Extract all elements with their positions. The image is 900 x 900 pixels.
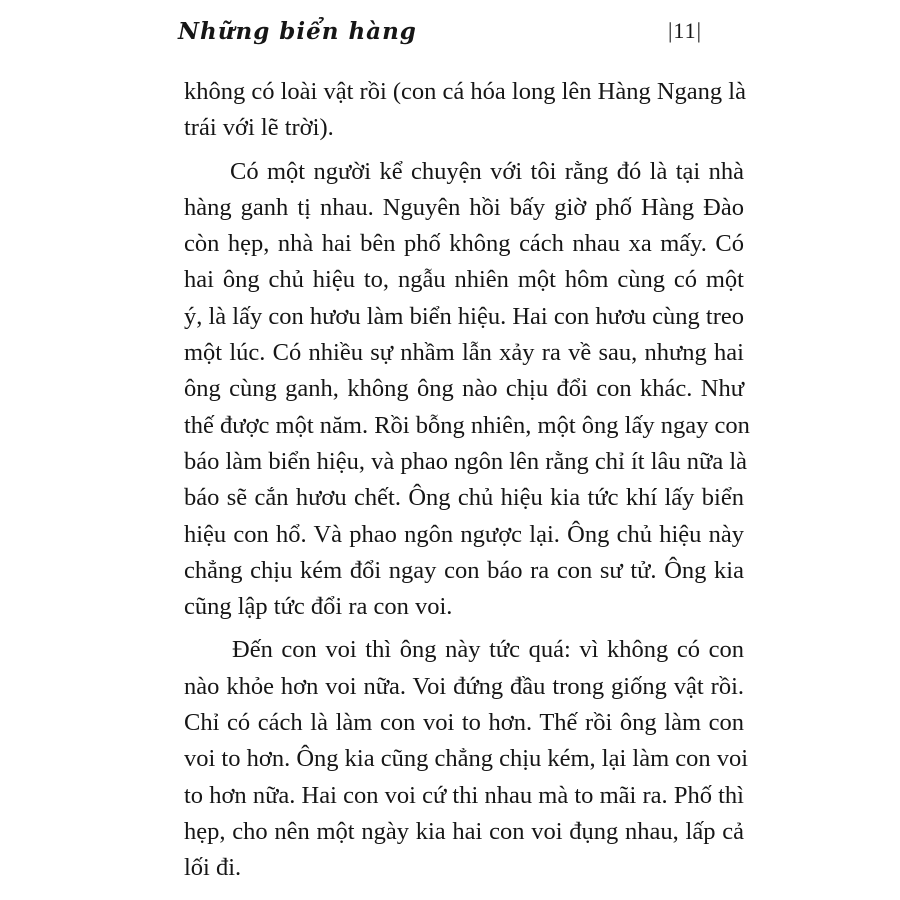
text-line: Có một người kể chuyện với tôi rằng đó là tại nhà: [230, 157, 744, 185]
text-line: hiệu con hổ. Và phao ngôn ngược lại. Ông chủ hiệu này: [184, 520, 744, 548]
text-line: lối đi.: [184, 854, 242, 882]
text-line: một lúc. Có nhiều sự nhầm lẫn xảy ra về sau, nhưng hai: [184, 339, 744, 367]
paragraph-2: [184, 154, 750, 626]
text-line: nào khỏe hơn voi nữa. Voi đứng đầu trong giống vật rồi.: [184, 672, 744, 700]
text-line: Đến con voi thì ông này tức quá: vì không có con: [232, 636, 744, 664]
text-line: ý, là lấy con hươu làm biển hiệu. Hai con hươu cùng treo: [184, 302, 745, 330]
page-number: |11|: [668, 18, 702, 43]
text-line: chẳng chịu kém đổi ngay con báo ra con sư tử. Ông kia: [184, 556, 744, 584]
text-line: không có loài vật rồi (con cá hóa long lên Hàng Ngang là: [184, 78, 746, 105]
text-line: voi to hơn. Ông kia cũng chẳng chịu kém, lại làm con voi: [184, 745, 749, 773]
text-line: hẹp, cho nên một ngày kia hai con voi đụng nhau, lấp cả: [184, 817, 744, 845]
text-line: thế được một năm. Rồi bỗng nhiên, một ông lấy ngay con: [184, 411, 750, 439]
running-header-title: Những biển hàng: [178, 18, 417, 45]
text-line: hàng ganh tị nhau. Nguyên hồi bấy giờ phố Hàng Đào: [184, 193, 744, 221]
paragraph-3: [184, 632, 749, 886]
text-line: báo làm biển hiệu, và phao ngôn lên rằng chỉ ít lâu nữa là: [184, 447, 747, 475]
text-line: cũng lập tức đổi ra con voi.: [184, 593, 453, 621]
paragraph-1: [184, 74, 744, 147]
text-line: hai ông chủ hiệu to, ngẫu nhiên một hôm cùng có một: [184, 266, 744, 294]
text-line: Chỉ có cách là làm con voi to hơn. Thế rồi ông làm con: [184, 709, 744, 737]
text-line: to hơn nữa. Hai con voi cứ thi nhau mà to mãi ra. Phố thì: [184, 781, 744, 809]
text-line: báo sẽ cắn hươu chết. Ông chủ hiệu kia tức khí lấy biển: [184, 484, 744, 512]
text-line: ông cùng ganh, không ông nào chịu đổi con khác. Như: [184, 375, 744, 403]
text-line: trái với lẽ trời).: [184, 114, 334, 142]
body-text: [184, 74, 750, 887]
text-line: còn hẹp, nhà hai bên phố không cách nhau xa mấy. Có: [184, 230, 744, 258]
